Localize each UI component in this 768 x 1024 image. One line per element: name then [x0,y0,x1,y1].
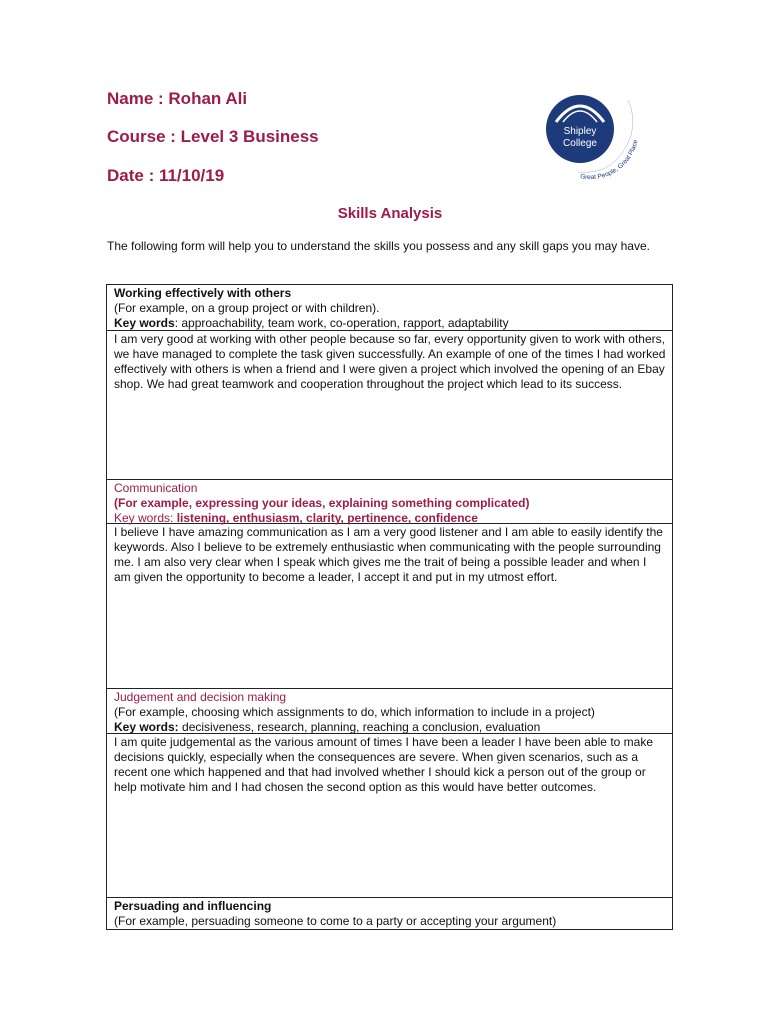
section-example: (For example, choosing which assignments to do, which information to include in a project) [114,705,595,719]
section-header-communication [107,480,672,524]
section-keywords: Key words: listening, enthusiasm, clarity, pertinence, confidence [114,511,478,525]
section-keywords: Key words: approachability, team work, co-operation, rapport, adaptability [114,316,509,330]
answer-judgement[interactable]: I am quite judgemental as the various amount of times I have been a leader I have been able to make decisions quickly, especially when the consequences are severe. When given scenarios, such as a recent one which happened and that had involved whether I should kick a person out of the group or help motivate him and I had chosen the second option as this would have better outcomes. [107,734,672,898]
course-label: Course : Level 3 Business [107,127,319,146]
section-heading: Persuading and influencing [114,899,272,913]
logo-line1: Shipley [563,126,597,137]
section-heading: Judgement and decision making [114,690,287,704]
shipley-college-logo [536,86,640,186]
skills-table [106,284,673,930]
section-example: (For example, expressing your ideas, explaining something complicated) [114,496,530,510]
logo-line2: College [563,138,597,149]
section-heading: Communication [114,481,198,495]
logo-tagline: Great People, Great Place [579,139,640,182]
section-header-working [107,285,672,331]
student-name: Name : Rohan Ali [107,89,248,108]
section-header-judgement [107,689,672,734]
date-label: Date : 11/10/19 [107,166,225,185]
answer-communication[interactable]: I believe I have amazing communication as I am a very good listener and I am able to easily identify the keywords. Also I believe to be extremely enthusiastic when communicating with the people surrounding me. I am also very clear when I speak which gives me the trait of being a possible leader and when I am given the opportunity to become a leader, I accept it and put in my utmost effort. [107,524,672,689]
section-example: (For example, on a group project or with children). [114,301,380,315]
section-example: (For example, persuading someone to come to a party or accepting your argument) [114,914,557,928]
answer-working[interactable]: I am very good at working with other people because so far, every opportunity given to work with others, we have managed to complete the task given successfully. An example of one of the times I had worked effectively with others is when a friend and I were given a project which involved the opening of an Ebay shop. We had great teamwork and cooperation throughout the project which lead to its success. [107,331,672,480]
section-header-persuading [107,898,672,929]
page-title: Skills Analysis [337,205,443,222]
section-keywords: Key words: decisiveness, research, planning, reaching a conclusion, evaluation [114,720,541,734]
section-heading: Working effectively with others [114,286,292,300]
intro-text: The following form will help you to understand the skills you possess and any skill gaps you may have. [107,239,650,253]
